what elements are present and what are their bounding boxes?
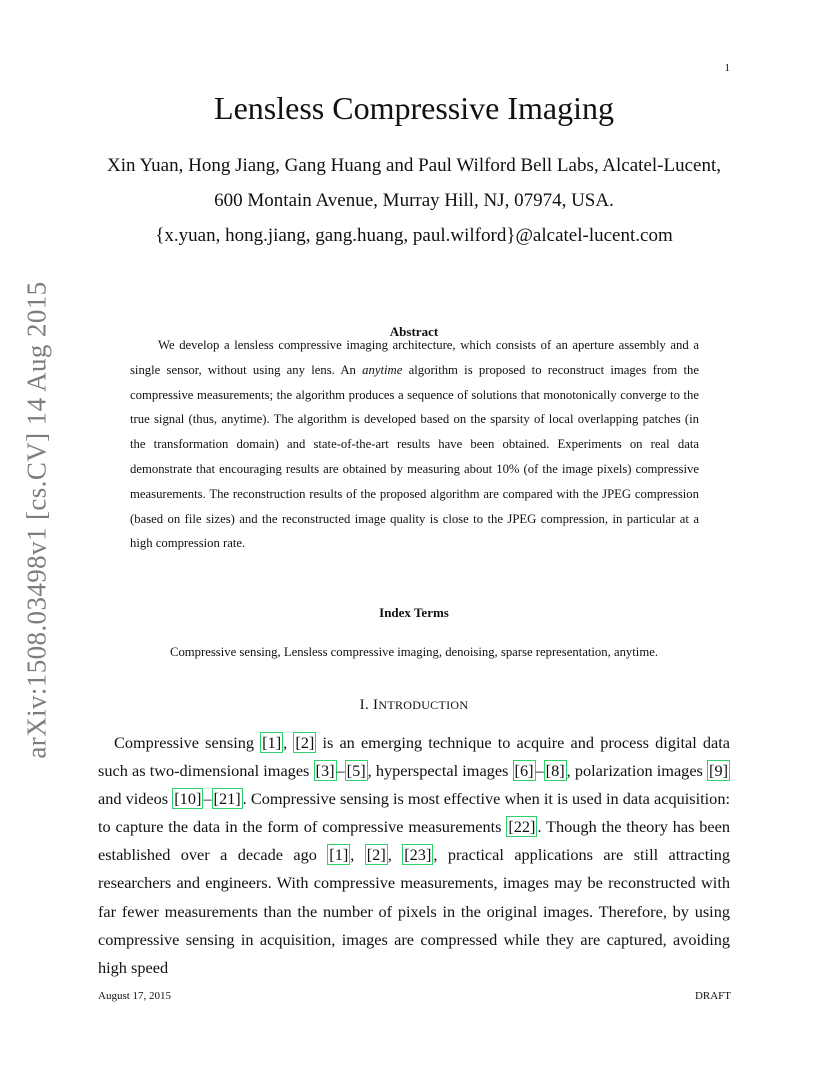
citation-link[interactable]: [3] <box>315 761 335 781</box>
abstract-text-start: We develop a lensless compressive imaging architecture, which consists of an aperture assembly and a single sensor, without using any lens. An <box>130 338 699 377</box>
footer-date: August 17, 2015 <box>98 990 172 1002</box>
footer-status: DRAFT <box>694 990 731 1002</box>
section-number: I. I <box>359 697 379 713</box>
citation-link[interactable]: [21] <box>213 789 241 809</box>
abstract-heading: Abstract <box>389 324 439 339</box>
intro-text: is an emerging technique to acquire and process digital data such as two-dimensional images <box>98 733 731 781</box>
authors-line-2: 600 Montain Avenue, Murray Hill, NJ, 07974, USA. <box>214 190 614 211</box>
intro-text: and videos <box>98 789 173 809</box>
section-title: NTRODUCTION <box>378 698 469 712</box>
intro-text: . Compressive sensing is most effective when it is used in data acquisition: to capture the data in the form of compressive measurements <box>98 789 730 837</box>
citation-link[interactable]: [5] <box>346 761 366 781</box>
intro-text: , <box>283 733 294 752</box>
introduction-paragraph <box>98 729 730 982</box>
intro-text: , <box>387 845 403 865</box>
intro-text: , polarization images <box>566 761 708 781</box>
abstract-text <box>130 333 699 556</box>
page-number: 1 <box>724 62 730 74</box>
citation-link[interactable]: [1] <box>329 845 349 865</box>
arxiv-stamp: arXiv:1508.03498v1 [cs.CV] 14 Aug 2015 <box>21 281 52 759</box>
intro-text: , hyperspectal images <box>367 761 513 781</box>
citation-link[interactable]: [9] <box>709 761 729 781</box>
citation-link[interactable]: [22] <box>508 817 536 837</box>
intro-text: , practical applications are still attracting researchers and engineers. With compressive measurements, images may be reconstructed with far fewer measurements than the number of pixels in the original images. Therefore, by using compressive sensing in acquisition, images are compressed while they are captured, avoiding high speed <box>98 845 731 977</box>
authors-line-1: Xin Yuan, Hong Jiang, Gang Huang and Paul Wilford Bell Labs, Alcatel-Lucent, <box>107 155 721 176</box>
citation-link[interactable]: [10] <box>174 789 202 809</box>
intro-text: , <box>350 845 365 865</box>
citation-link[interactable]: [1] <box>262 733 282 752</box>
citation-link[interactable]: [6] <box>514 761 534 781</box>
author-emails: {x.yuan, hong.jiang, gang.huang, paul.wilford}@alcatel-lucent.com <box>155 225 673 246</box>
abstract-text-end: algorithm is proposed to reconstruct images from the compressive measurements; the algorithm produces a sequence of solutions that monotonically converge to the true signal (thus, anytime). The algorithm is developed based on the sparsity of local overlapping patches (in the transformation domain) and state-of-the-art results have been obtained. Experiments on real data demonstrate that encouraging results are obtained by measuring about 10% (of the image pixels) compressive measurements. The reconstruction results of the proposed algorithm are compared with the JPEG compression (based on file sizes) and the reconstructed image quality is close to the JPEG compression, in particular at a high compression rate. <box>130 362 700 551</box>
citation-link[interactable]: [2] <box>366 845 386 865</box>
citation-link[interactable]: [23] <box>404 845 432 865</box>
intro-text: Compressive sensing <box>114 733 261 752</box>
intro-text: – <box>535 761 544 781</box>
intro-text: – <box>336 761 345 781</box>
introduction-heading <box>0 697 828 714</box>
intro-text: – <box>203 789 212 809</box>
paper-title: Lensless Compressive Imaging <box>214 90 614 126</box>
index-terms-text: Compressive sensing, Lensless compressive imaging, denoising, sparse representation, anytime. <box>169 645 659 659</box>
citation-link[interactable]: [8] <box>545 761 565 781</box>
index-terms-heading: Index Terms <box>379 605 449 620</box>
abstract-emphasis: anytime <box>362 362 403 377</box>
citation-link[interactable]: [2] <box>295 733 315 752</box>
intro-text: . Though the theory has been established over a decade ago <box>98 817 731 865</box>
